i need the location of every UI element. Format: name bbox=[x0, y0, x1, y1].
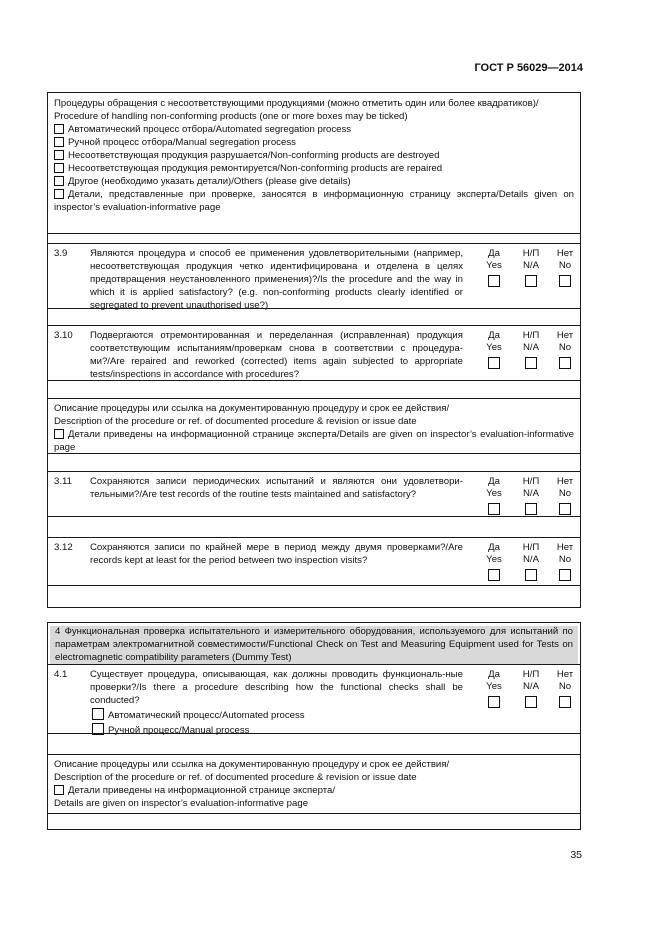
checkbox[interactable] bbox=[54, 189, 64, 199]
answer-na[interactable]: Н/П N/A bbox=[515, 476, 547, 517]
answer-notes-3-12[interactable] bbox=[48, 585, 580, 607]
answer-notes-3-10[interactable] bbox=[48, 380, 580, 398]
question-number: 4.1 bbox=[54, 669, 68, 680]
checkbox[interactable] bbox=[54, 137, 64, 147]
checkbox-yes[interactable] bbox=[488, 503, 500, 515]
option-manual-process[interactable]: Ручной процесс/Manual process bbox=[92, 723, 463, 738]
question-text: Являются процедура и способ ее применения удовлетворительными (например, несоответствующая продукция четко идентифицирована и отделена в целях предотвращения неустановленного применения)?/Is the procedure and the way in which it is applied satisfactory? (e.g. non-conforming products clearly identified or segregated to prevent unauthorised use?) bbox=[90, 248, 463, 311]
checkbox-no[interactable] bbox=[559, 275, 571, 287]
question-row-3-10 bbox=[48, 325, 580, 380]
checkbox[interactable] bbox=[54, 163, 64, 173]
option-products-repaired[interactable]: Несоответствующая продукция ремонтируется/Non-conforming products are repaired bbox=[54, 163, 574, 176]
answer-no[interactable]: Нет No bbox=[549, 248, 581, 289]
checkbox[interactable] bbox=[54, 150, 64, 160]
checkbox-yes[interactable] bbox=[488, 696, 500, 708]
checkbox-no[interactable] bbox=[559, 503, 571, 515]
details-given-checkbox-row[interactable]: Детали приведены на информационной странице эксперта/Details are given on inspector’s evaluation-informative page bbox=[54, 428, 574, 453]
answer-no[interactable]: Нет No bbox=[549, 476, 581, 517]
question-text: Сохраняются записи по крайней мере в период между двумя проверками?/Are records kept at least for the period between two inspection visits? bbox=[90, 542, 463, 566]
details-en: Details are given on inspector’s evaluation-informative page bbox=[54, 797, 309, 809]
option-manual-segregation[interactable]: Ручной процесс отбора/Manual segregation process bbox=[54, 137, 574, 150]
question-row-4-1 bbox=[48, 664, 580, 736]
handling-procedure-options bbox=[48, 93, 580, 233]
section-4-header bbox=[48, 623, 580, 664]
question-text: Сохраняются записи периодических испытаний и являются они удовлетвори-тельными?/Are test records of the routine tests maintained and satisfactory? bbox=[90, 476, 463, 500]
standard-header: ГОСТ Р 56029—2014 bbox=[474, 62, 583, 74]
question-number: 3.12 bbox=[54, 542, 73, 553]
question-text: Существует процедура, описывающая, как должны проводить функциональ-ные проверки?/Is there a procedure describing how the functional checks shall be conducted? bbox=[90, 669, 463, 706]
option-automated-process[interactable]: Автоматический процесс/Automated process bbox=[92, 708, 463, 723]
section-4-title: 4 Функциональная проверка испытательного и измерительного оборудования, используемого для испытаний по параметрам электромагнитной совместимости/Functional Check on Test and Measuring Equipment used for Tests on electromagnetic compatibility parameters (Dummy Test) bbox=[50, 626, 578, 665]
answer-notes-4-1[interactable] bbox=[48, 733, 580, 754]
answer-no[interactable]: Нет No bbox=[549, 330, 581, 371]
checkbox-no[interactable] bbox=[559, 569, 571, 581]
section-4-procedure-description bbox=[48, 754, 580, 813]
checkbox-no[interactable] bbox=[559, 357, 571, 369]
description-en: Description of the procedure or ref. of documented procedure & revision or issue date bbox=[54, 415, 417, 427]
question-text: Подвергаются отремонтированная и переделанная (исправленная) продукция соответствующим испытаниям/проверкам снова в соответствии с процедура-ми?/Are repaired and reworked (corrected) items again subjected to appropriate tests/inspections in accordance with procedures? bbox=[90, 330, 463, 380]
question-row-3-9 bbox=[48, 243, 580, 311]
handling-intro bbox=[54, 98, 574, 124]
answer-notes-3-11[interactable] bbox=[48, 516, 580, 537]
checkbox-na[interactable] bbox=[525, 503, 537, 515]
blank-row bbox=[48, 453, 580, 471]
checkbox-yes[interactable] bbox=[488, 275, 500, 287]
checkbox-yes[interactable] bbox=[488, 569, 500, 581]
checkbox-na[interactable] bbox=[525, 696, 537, 708]
handling-intro-ru: Процедуры обращения с несоответствующими продукциями (можно отметить один или более квадратиков)/ bbox=[54, 98, 539, 109]
question-4-1-body bbox=[90, 669, 463, 738]
answer-na[interactable]: Н/П N/A bbox=[515, 330, 547, 371]
description-ru: Описание процедуры или ссылка на документированную процедуру и срок ее действия/ bbox=[54, 403, 450, 414]
answer-yes[interactable]: Да Yes bbox=[478, 669, 510, 710]
answer-yes[interactable]: Да Yes bbox=[478, 476, 510, 517]
answer-notes-3-9[interactable] bbox=[48, 308, 580, 325]
checkbox-na[interactable] bbox=[525, 357, 537, 369]
page-number: 35 bbox=[570, 849, 582, 861]
checkbox[interactable] bbox=[54, 429, 64, 439]
checklist-block-section-4 bbox=[47, 622, 581, 830]
answer-na[interactable]: Н/П N/A bbox=[515, 248, 547, 289]
question-row-3-12 bbox=[48, 537, 580, 585]
answer-no[interactable]: Нет No bbox=[549, 542, 581, 583]
option-products-destroyed[interactable]: Несоответствующая продукция разрушается/Non-conforming products are destroyed bbox=[54, 150, 574, 163]
question-number: 3.9 bbox=[54, 248, 68, 259]
checkbox[interactable] bbox=[54, 124, 64, 134]
checkbox-na[interactable] bbox=[525, 569, 537, 581]
answer-yes[interactable]: Да Yes bbox=[478, 248, 510, 289]
checkbox-yes[interactable] bbox=[488, 357, 500, 369]
checklist-block-1 bbox=[47, 92, 581, 608]
answer-yes[interactable]: Да Yes bbox=[478, 542, 510, 583]
checkbox[interactable] bbox=[54, 785, 64, 795]
checkbox[interactable] bbox=[54, 176, 64, 186]
option-others[interactable]: Другое (необходимо указать детали)/Others (please give details) bbox=[54, 176, 574, 189]
blank-row bbox=[48, 813, 580, 829]
option-automated-segregation[interactable]: Автоматический процесс отбора/Automated segregation process bbox=[54, 124, 574, 137]
answer-na[interactable]: Н/П N/A bbox=[515, 542, 547, 583]
checkbox[interactable] bbox=[92, 708, 104, 720]
description-en: Description of the procedure or ref. of documented procedure & revision or issue date bbox=[54, 771, 417, 783]
answer-na[interactable]: Н/П N/A bbox=[515, 669, 547, 710]
question-number: 3.10 bbox=[54, 330, 73, 341]
answer-yes[interactable]: Да Yes bbox=[478, 330, 510, 371]
option-details-given[interactable]: Детали, представленные при проверке, заносятся в информационную страницу эксперта/Details given on inspector’s evaluation-informative page bbox=[54, 188, 574, 213]
handling-intro-en: Procedure of handling non-conforming products (one or more boxes may be ticked) bbox=[54, 110, 408, 122]
details-given-checkbox-row[interactable]: Детали приведены на информационной странице эксперта/ bbox=[54, 785, 574, 798]
question-row-3-11 bbox=[48, 471, 580, 516]
question-number: 3.11 bbox=[54, 476, 72, 487]
blank-row bbox=[48, 233, 580, 243]
answer-no[interactable]: Нет No bbox=[549, 669, 581, 710]
description-ru: Описание процедуры или ссылка на документированную процедуру и срок ее действия/ bbox=[54, 759, 450, 770]
procedure-description bbox=[48, 398, 580, 453]
checkbox-na[interactable] bbox=[525, 275, 537, 287]
checkbox-no[interactable] bbox=[559, 696, 571, 708]
